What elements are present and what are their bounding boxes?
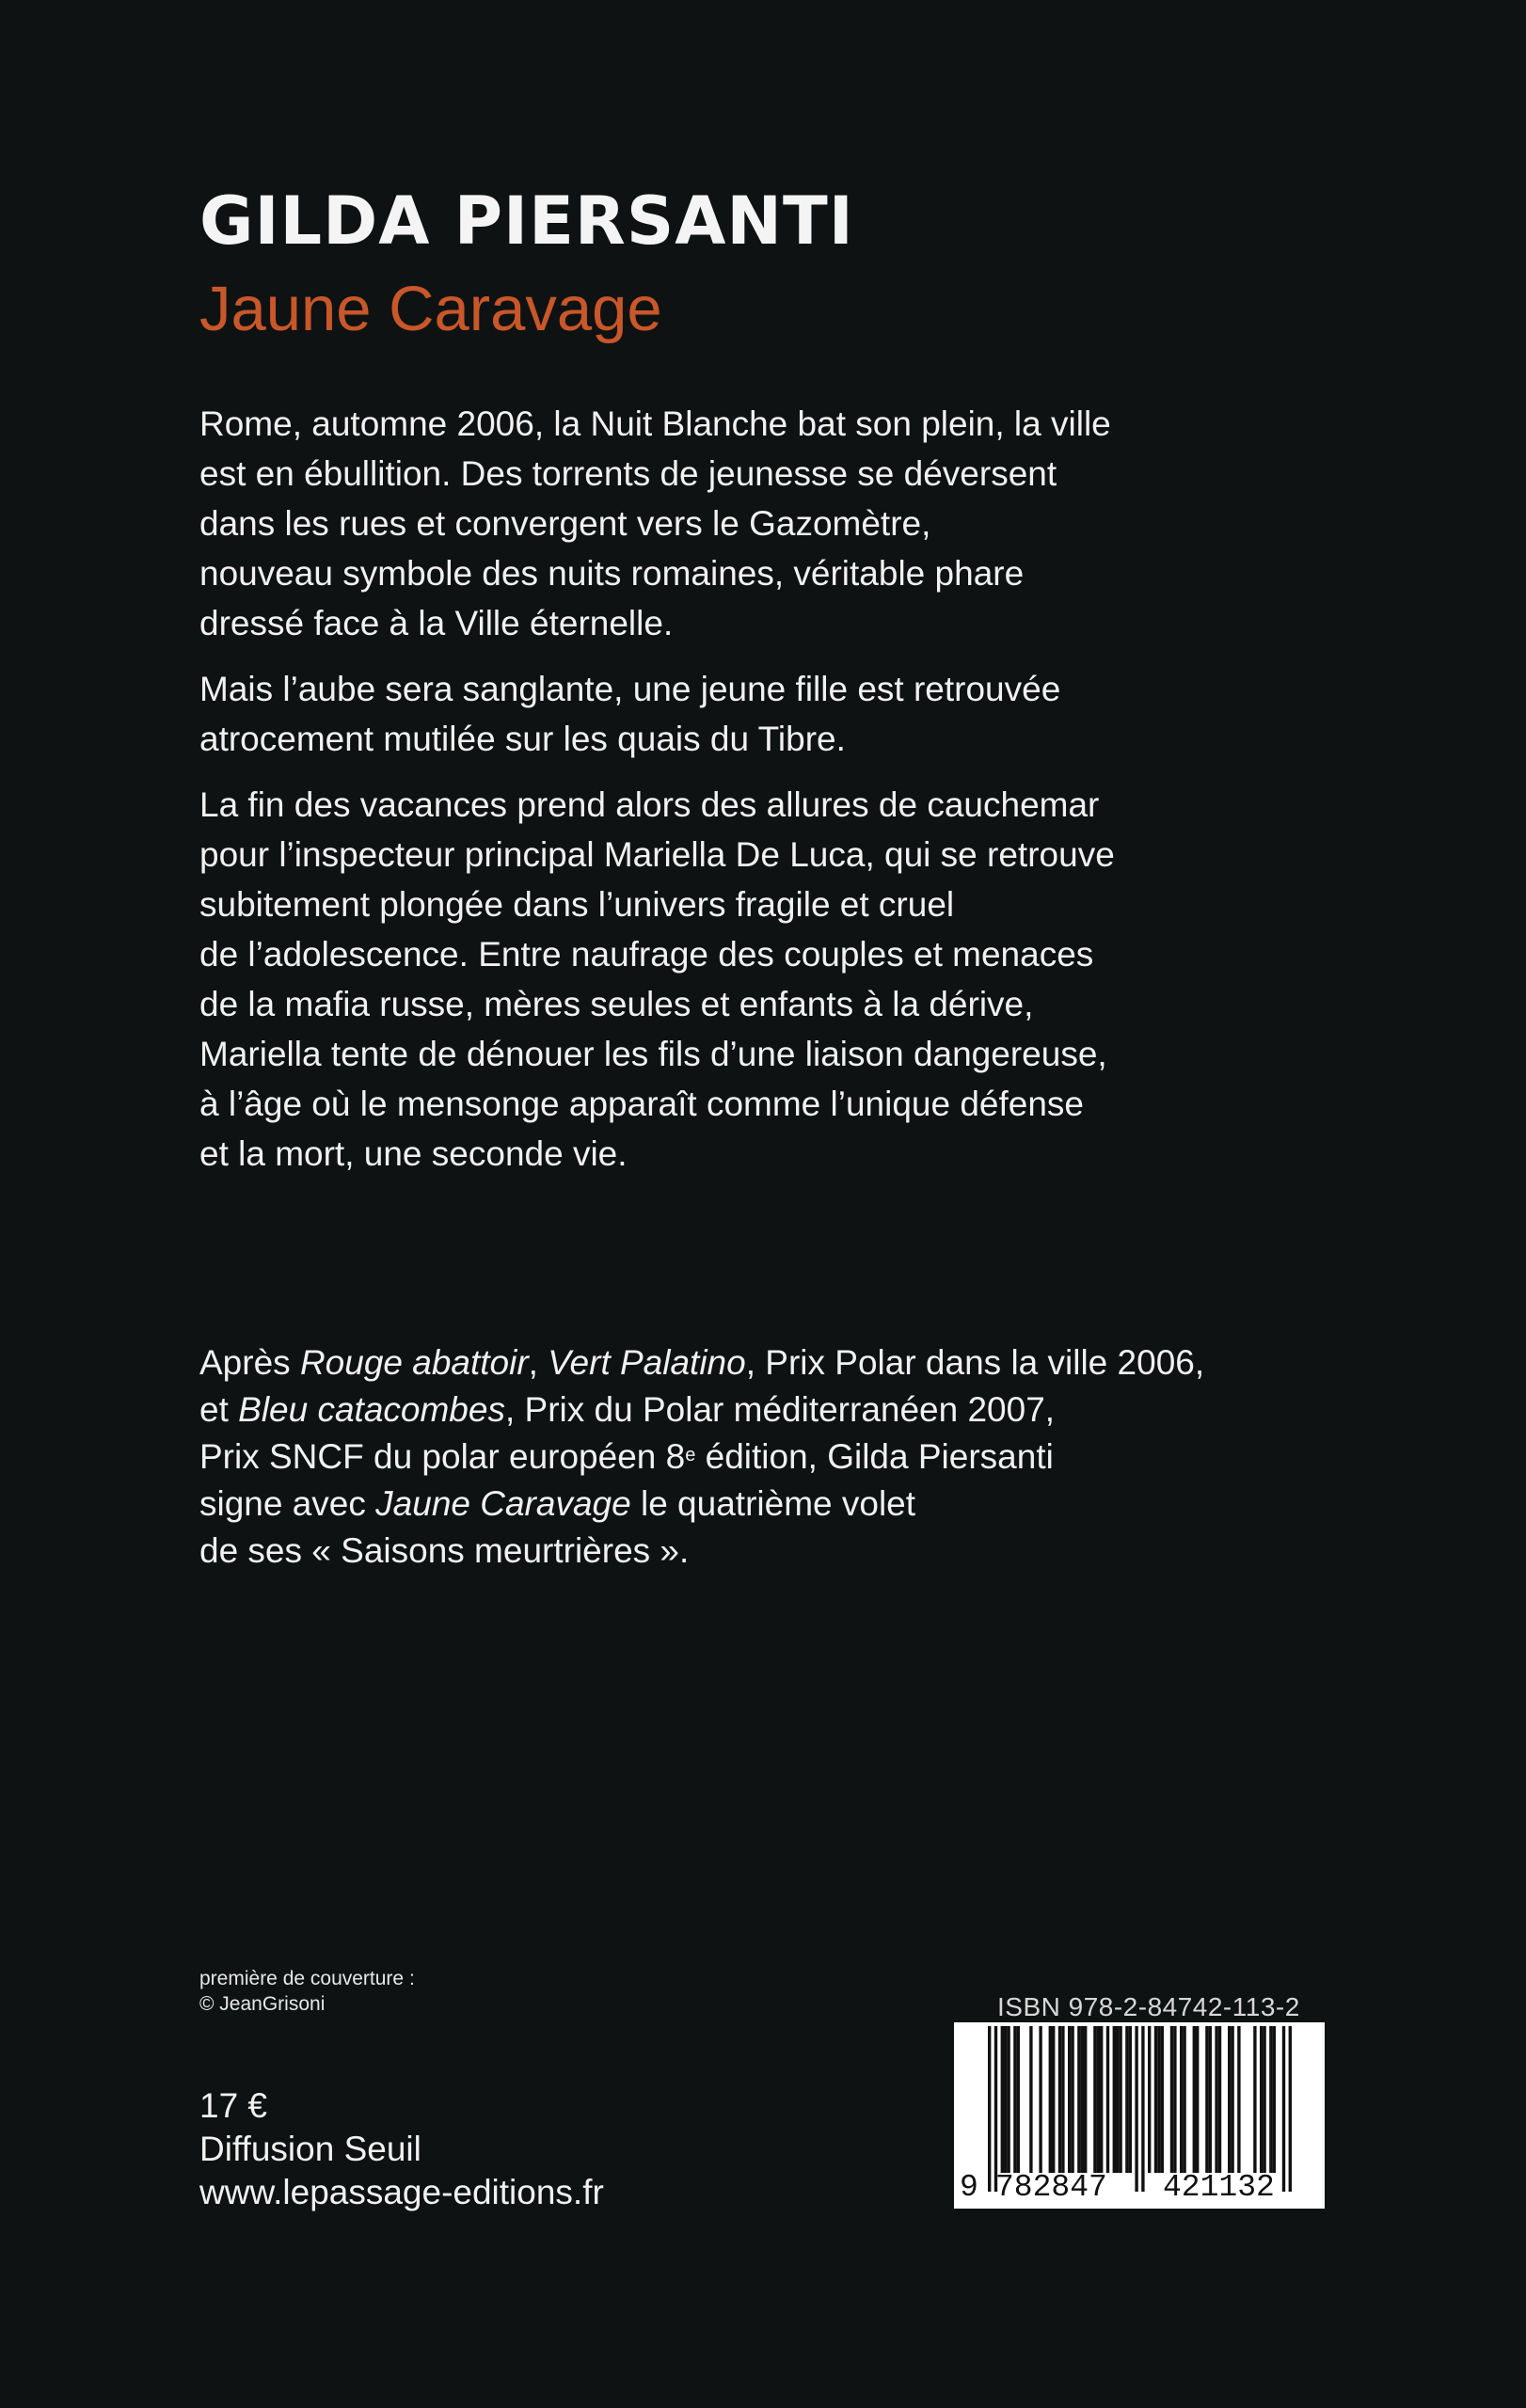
barcode-bar [1269, 2026, 1272, 2173]
barcode-digit-first: 9 [960, 2170, 978, 2205]
barcode-digits-left: 782847 [995, 2170, 1107, 2205]
barcode-bar [1170, 2026, 1173, 2173]
barcode-bar [1084, 2026, 1087, 2173]
blurb-paragraph-1 [199, 399, 1272, 648]
series-text: , [528, 1343, 548, 1382]
series-text: Prix SNCF du polar européen 8 [199, 1437, 686, 1476]
barcode-bar [1135, 2026, 1137, 2192]
barcode-bar [1061, 2026, 1064, 2173]
barcode-bar [1039, 2026, 1041, 2173]
barcode-bar [1077, 2026, 1080, 2173]
barcode-bar [994, 2026, 997, 2192]
barcode-bar [1081, 2026, 1084, 2173]
barcode-digits [954, 2171, 1325, 2205]
isbn-label: ISBN 978-2-84742-113-2 [997, 1992, 1300, 2021]
blurb-line: nouveau symbole des nuits romaines, véritable phare [199, 554, 1025, 593]
publisher-info [199, 2084, 604, 2214]
barcode-bar [1173, 2026, 1176, 2173]
series-line [199, 1339, 1328, 1386]
barcode-bar [1273, 2026, 1276, 2173]
series-text: édition, Gilda Piersanti [695, 1437, 1054, 1476]
barcode-bar [1013, 2026, 1016, 2173]
barcode-bar [1196, 2026, 1199, 2173]
barcode-bar [1071, 2026, 1073, 2173]
credit-photographer: © JeanGrisoni [199, 1993, 326, 2015]
barcode-bar [1129, 2026, 1132, 2173]
barcode-bar [1017, 2026, 1020, 2173]
blurb-line: dans les rues et convergent vers le Gazomètre, [199, 504, 931, 543]
barcode-digits-right: 421132 [1163, 2170, 1275, 2205]
barcode-bar [1001, 2026, 1004, 2173]
blurb [199, 399, 1272, 1195]
blurb-line: atrocement mutilée sur les quais du Tibre. [199, 720, 846, 758]
blurb-line: est en ébullition. Des torrents de jeunesse se déversent [199, 454, 1057, 493]
cover-credit [199, 1966, 415, 2017]
barcode-bar [1119, 2026, 1121, 2173]
barcode-bar [1097, 2026, 1100, 2173]
barcode-bar [1052, 2026, 1055, 2173]
series-book-title: Bleu catacombes [238, 1390, 505, 1429]
barcode-bar [1161, 2026, 1164, 2173]
series-book-title: Jaune Caravage [375, 1484, 631, 1523]
barcode-bar [988, 2026, 991, 2192]
barcode-bar [1093, 2026, 1096, 2173]
series-line [199, 1434, 1328, 1481]
series-book-title: Rouge abattoir [299, 1343, 529, 1382]
barcode-bar [1157, 2026, 1160, 2173]
distribution: Diffusion Seuil [199, 2130, 421, 2168]
barcode-bar [1253, 2026, 1256, 2173]
barcode-bar [1209, 2026, 1212, 2173]
barcode-bar [1116, 2026, 1119, 2173]
barcode-bar [1148, 2026, 1151, 2173]
barcode-bar [1049, 2026, 1052, 2173]
barcode-bar [1068, 2026, 1071, 2173]
barcode-bar [1228, 2026, 1231, 2173]
blurb-line: subitement plongée dans l’univers fragile et cruel [199, 885, 955, 924]
barcode-bar [1215, 2026, 1217, 2173]
barcode-bar [1029, 2026, 1032, 2173]
website-link[interactable]: www.lepassage-editions.fr [199, 2173, 604, 2211]
barcode-bar [1231, 2026, 1233, 2173]
barcode [954, 2022, 1325, 2209]
barcode-bar [1289, 2026, 1292, 2192]
barcode-bar [1193, 2026, 1196, 2173]
barcode-bar [1125, 2026, 1128, 2173]
blurb-line: de l’adolescence. Entre naufrage des couples et menaces [199, 935, 1094, 974]
blurb-paragraph-3 [199, 780, 1272, 1179]
series-note [199, 1339, 1328, 1575]
barcode-bar [1058, 2026, 1061, 2173]
barcode-bar [1154, 2026, 1157, 2173]
blurb-line: et la mort, une seconde vie. [199, 1134, 628, 1173]
author-name: GILDA PIERSANTI [199, 182, 854, 260]
blurb-line: dressé face à la Ville éternelle. [199, 604, 674, 642]
barcode-bar [1183, 2026, 1185, 2173]
series-text: le quatrième volet [630, 1484, 916, 1523]
price: 17 € [199, 2086, 268, 2125]
series-line: de ses « Saisons meurtrières ». [199, 1531, 690, 1570]
credit-label: première de couverture : [199, 1968, 415, 1989]
blurb-line: à l’âge où le mensonge apparaît comme l’unique défense [199, 1085, 1085, 1123]
barcode-bar [1004, 2026, 1007, 2173]
series-text: et [199, 1390, 239, 1429]
barcode-bar [1113, 2026, 1116, 2173]
series-superscript: e [685, 1445, 696, 1465]
barcode-bar [1141, 2026, 1144, 2192]
blurb-line: Rome, automne 2006, la Nuit Blanche bat son plein, la ville [199, 404, 1111, 443]
blurb-line: de la mafia russe, mères seules et enfants à la dérive, [199, 985, 1034, 1023]
series-book-title: Vert Palatino [548, 1343, 746, 1382]
barcode-bar [1237, 2026, 1240, 2173]
book-title: Jaune Caravage [199, 274, 662, 344]
barcode-bar [1263, 2026, 1265, 2173]
blurb-line: pour l’inspecteur principal Mariella De Luca, qui se retrouve [199, 835, 1115, 874]
series-text: , Prix du Polar méditerranéen 2007, [504, 1390, 1056, 1429]
series-text: , Prix Polar dans la ville 2006, [745, 1343, 1205, 1382]
barcode-bar [1260, 2026, 1263, 2173]
barcode-bar [1282, 2026, 1285, 2192]
barcode-bar [1205, 2026, 1208, 2173]
barcode-bar [1106, 2026, 1109, 2173]
barcode-bar [1100, 2026, 1103, 2173]
series-text: signe avec [199, 1484, 376, 1523]
series-line [199, 1481, 1328, 1528]
series-line [199, 1386, 1328, 1434]
blurb-line: Mais l’aube sera sanglante, une jeune fille est retrouvée [199, 670, 1061, 708]
barcode-bar [1007, 2026, 1009, 2173]
barcode-bar [1180, 2026, 1183, 2173]
blurb-paragraph-2 [199, 664, 1272, 764]
blurb-line: Mariella tente de dénouer les fils d’une liaison dangereuse, [199, 1035, 1107, 1073]
barcode-bar [1218, 2026, 1221, 2173]
series-text: Après [199, 1343, 300, 1382]
blurb-line: La fin des vacances prend alors des allures de cauchemar [199, 785, 1100, 824]
